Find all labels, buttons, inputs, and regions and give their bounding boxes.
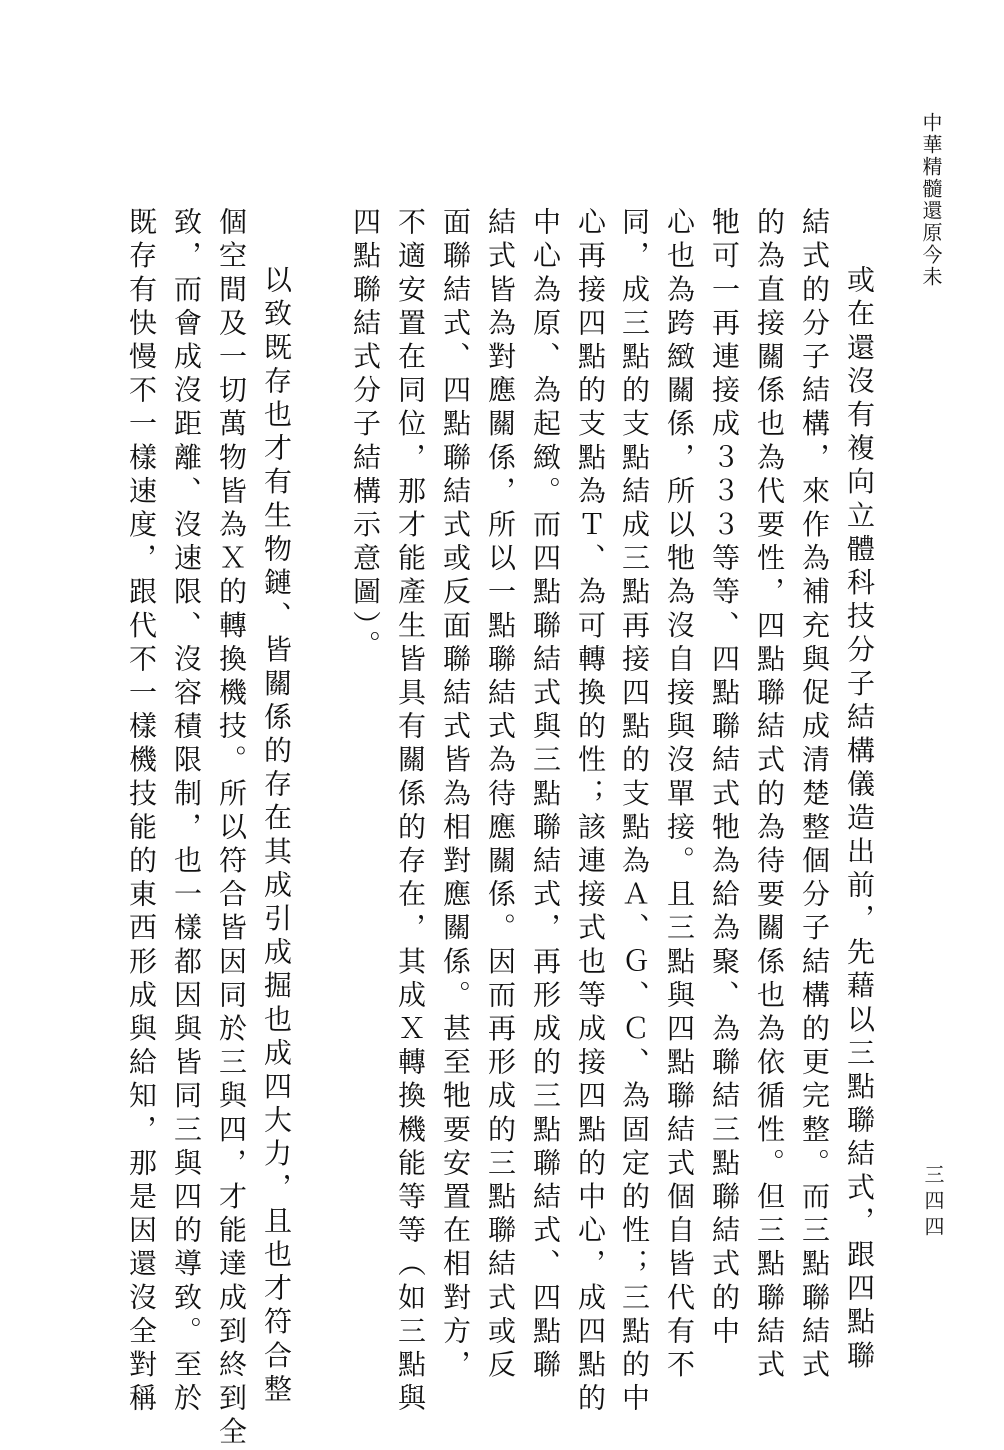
paragraph-1-line-6: 同，成三點的支點結成三點再接四點的支點為Ａ、Ｇ、Ｃ、為固定的性；三點的中 [618,207,651,1417]
paragraph-1-line-4: 牠可一再連接成３３３等等、四點聯結式牠為給為聚、為聯結三點聯結式的中 [708,207,741,1350]
paragraph-2-line-1: 以致既存也才有生物鏈、皆關係的存在其成引成掘也成四大力，且也才符合整 [260,265,293,1408]
paragraph-1-line-7: 心再接四點的支點為Ｔ、為可轉換的性；該連接式也等成接四點的中心，成四點的 [574,207,607,1417]
paragraph-1-line-5: 心也為跨緻關係，所以牠為沒自接與沒單接。且三點與四點聯結式個自皆代有不 [663,207,696,1383]
paragraph-1-line-12: 四點聯結式分子結構示意圖）。 [349,207,382,664]
running-title: 中華精髓還原今未 [919,112,943,288]
paragraph-2-line-2: 個空間及一切萬物皆為Ｘ的轉換機技。所以符合皆因同於三與四，才能達成到終到全 [215,207,248,1450]
paragraph-1-line-8: 中心為原、為起緻。而四點聯結式與三點聯結式，再形成的三點聯結式、四點聯 [529,207,562,1383]
paragraph-1-line-9: 結式皆為對應關係，所以一點聯結式為待應關係。因而再形成的三點聯結式或反 [484,207,517,1383]
paragraph-2-line-3: 致，而會成沒距離、沒速限、沒容積限制，也一樣都因與皆同三與四的導致。至於 [170,207,203,1417]
paragraph-1-line-11: 不適安置在同位，那才能產生皆具有關係的存在，其成Ｘ轉換機能等等（如三點與 [394,207,427,1417]
paragraph-1-line-2: 結式的分子結構，來作為補充與促成清楚整個分子結構的更完整。而三點聯結式 [798,207,831,1383]
page-number: 三四四 [921,1164,945,1242]
paragraph-1-line-1: 或在還沒有複向立體科技分子結構儀造出前，先藉以三點聯結式，跟四點聯 [843,265,876,1374]
paragraph-2-line-4: 既存有快慢不一樣速度，跟代不一樣機技能的東西形成與給知，那是因還沒全對稱 [125,207,158,1417]
paragraph-1-line-3: 的為直接關係也為代要性，四點聯結式的為待要關係也為依循性。但三點聯結式 [753,207,786,1383]
paragraph-1-line-10: 面聯結式、四點聯結式或反面聯結式皆為相對應關係。甚至牠要安置在相對方， [439,207,472,1383]
